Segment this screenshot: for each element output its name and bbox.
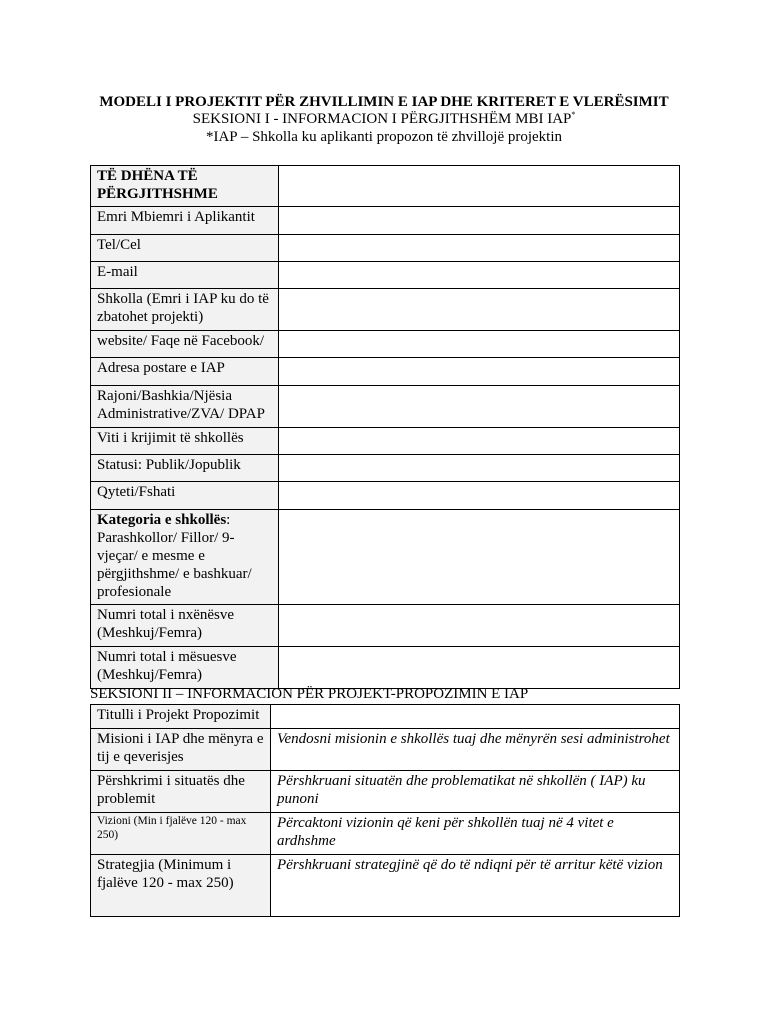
project-info-table [90, 704, 680, 917]
situation-field[interactable]: Përshkruani situatën dhe problematikat në shkollën ( IAP) ku punoni [271, 771, 680, 813]
row-label: Titulli i Projekt Propozimit [91, 705, 271, 729]
applicant-name-field[interactable] [279, 207, 680, 235]
table-row [91, 289, 680, 331]
vision-field[interactable]: Përcaktoni vizionin që keni për shkollën tuaj në 4 vitet e ardhshme [271, 813, 680, 855]
table-row [91, 771, 680, 813]
table-row [91, 386, 680, 428]
table-row [91, 729, 680, 771]
mission-field[interactable]: Vendosni misionin e shkollës tuaj dhe mënyrën sesi administrohet [271, 729, 680, 771]
table-row [91, 358, 680, 386]
row-label: E-mail [91, 262, 279, 289]
row-label: Qyteti/Fshati [91, 482, 279, 510]
row-label: Statusi: Publik/Jopublik [91, 455, 279, 482]
row-label: website/ Faqe në Facebook/ [91, 331, 279, 358]
row-label: Përshkrimi i situatës dhe problemit [91, 771, 271, 813]
row-label: Rajoni/Bashkia/Njësia Administrative/ZVA/ DPAP [91, 386, 279, 428]
table-row [91, 207, 680, 235]
status-field[interactable] [279, 455, 680, 482]
table-row [91, 813, 680, 855]
table-row [91, 855, 680, 917]
school-name-field[interactable] [279, 289, 680, 331]
row-label: Numri total i mësuesve (Meshkuj/Femra) [91, 647, 279, 689]
table-row [91, 705, 680, 729]
row-label: Shkolla (Emri i IAP ku do të zbatohet projekti) [91, 289, 279, 331]
row-label: Misioni i IAP dhe mënyra e tij e qeverisjes [91, 729, 271, 771]
table-row [91, 166, 680, 207]
strategy-field[interactable]: Përshkruani strategjinë që do të ndiqni për të arritur këtë vizion [271, 855, 680, 917]
general-info-heading-value[interactable] [279, 166, 680, 207]
row-label: Tel/Cel [91, 235, 279, 262]
table-row [91, 331, 680, 358]
row-label: Viti i krijimit të shkollës [91, 428, 279, 455]
website-field[interactable] [279, 331, 680, 358]
section1-footnote-mark: * [571, 110, 576, 119]
school-category-bold: Kategoria e shkollës [97, 512, 227, 528]
section1-heading-text: SEKSIONI I - INFORMACION I PËRGJITHSHËM MBI IAP [192, 111, 572, 127]
table-row [91, 455, 680, 482]
phone-field[interactable] [279, 235, 680, 262]
table-row [91, 428, 680, 455]
row-label: Strategjia (Minimum i fjalëve 120 - max 250) [91, 855, 271, 917]
table-row [91, 262, 680, 289]
email-field[interactable] [279, 262, 680, 289]
founding-year-field[interactable] [279, 428, 680, 455]
section1-heading [0, 111, 768, 128]
section2-heading: SEKSIONI II – INFORMACION PËR PROJEKT-PROPOZIMIN E IAP [90, 686, 529, 702]
school-category-field[interactable] [279, 510, 680, 605]
general-info-heading: TË DHËNA TË PËRGJITHSHME [91, 166, 279, 207]
document-header [0, 93, 768, 146]
table-row [91, 235, 680, 262]
project-title-field[interactable] [271, 705, 680, 729]
row-label: Emri Mbiemri i Aplikantit [91, 207, 279, 235]
table-row [91, 482, 680, 510]
row-label: Numri total i nxënësve (Meshkuj/Femra) [91, 605, 279, 647]
document-title: MODELI I PROJEKTIT PËR ZHVILLIMIN E IAP DHE KRITERET E VLERËSIMIT [99, 94, 669, 110]
postal-address-field[interactable] [279, 358, 680, 386]
iap-note: *IAP – Shkolla ku aplikanti propozon të zhvillojë projektin [205, 129, 563, 145]
table-row [91, 647, 680, 689]
school-category-options: : Parashkollor/ Fillor/ 9-vjeçar/ e mesme e përgjithshme/ e bashkuar/ profesionale [97, 512, 252, 600]
table-row [91, 605, 680, 647]
students-count-field[interactable] [279, 605, 680, 647]
table-row [91, 510, 680, 605]
general-info-table [90, 165, 680, 689]
row-label: Adresa postare e IAP [91, 358, 279, 386]
city-village-field[interactable] [279, 482, 680, 510]
region-field[interactable] [279, 386, 680, 428]
teachers-count-field[interactable] [279, 647, 680, 689]
row-label: Vizioni (Min i fjalëve 120 - max 250) [91, 813, 271, 855]
school-category-label [91, 510, 279, 605]
